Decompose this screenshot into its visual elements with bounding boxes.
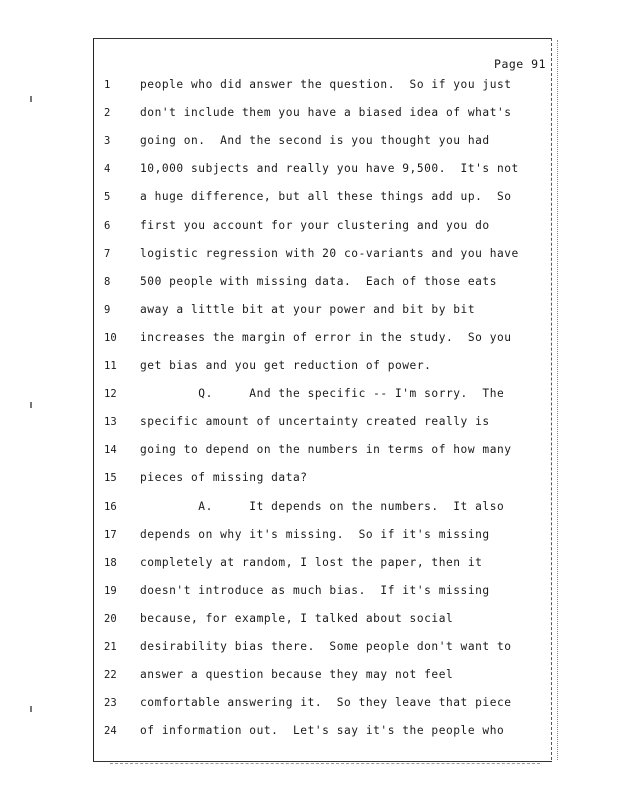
line-number: 22: [104, 669, 117, 682]
line-text: comfortable answering it. So they leave that piece: [140, 696, 512, 710]
line-number: 18: [104, 556, 117, 569]
line-number: 12: [104, 388, 117, 401]
line-text: because, for example, I talked about social: [140, 611, 454, 625]
line-number: 20: [104, 612, 117, 625]
line-number: 21: [104, 641, 117, 653]
line-number: 7: [104, 247, 111, 260]
line-text: don't include them you have a biased idea of what's: [140, 106, 512, 120]
transcript-line: [95, 102, 545, 124]
page-number: Page 91: [494, 57, 546, 71]
line-number: 19: [104, 584, 117, 597]
line-text: first you account for your clustering and you do: [140, 218, 490, 232]
line-number: 9: [104, 303, 111, 316]
transcript-line: [95, 299, 545, 321]
transcript-line: [95, 411, 545, 433]
line-number: 11: [104, 360, 117, 372]
transcript-line: [95, 243, 545, 265]
transcript-line: [95, 215, 545, 237]
transcript-line: [95, 720, 545, 742]
line-number: 2: [104, 107, 111, 120]
page-right-border-shadow: [557, 40, 558, 760]
transcript-line: [95, 552, 545, 574]
line-text: answer a question because they may not feel: [140, 668, 454, 682]
transcript-line: [95, 580, 545, 602]
transcript-line: [95, 608, 545, 630]
transcript-line: [95, 496, 545, 518]
page-right-border: [551, 38, 552, 760]
line-text: away a little bit at your power and bit by bit: [140, 302, 476, 316]
line-number: 14: [104, 444, 117, 457]
line-text: depends on why it's missing. So if it's missing: [140, 527, 490, 541]
line-number: 16: [104, 500, 117, 513]
line-number: 13: [104, 416, 117, 429]
line-text: completely at random, I lost the paper, then it: [140, 555, 483, 569]
line-number: 17: [104, 528, 117, 541]
line-number: 23: [104, 697, 117, 710]
line-text: increases the margin of error in the study. So you: [140, 330, 512, 344]
line-text: get bias and you get reduction of power.: [140, 359, 432, 372]
line-text: pieces of missing data?: [140, 471, 308, 485]
line-number: 10: [104, 331, 117, 344]
line-text: a huge difference, but all these things add up. So: [140, 190, 512, 204]
line-number: 4: [104, 163, 111, 176]
transcript-line: [95, 158, 545, 180]
left-margin-mark: [30, 96, 32, 102]
transcript-line: [95, 636, 545, 658]
line-text: desirability bias there. Some people don't want to: [140, 640, 512, 653]
line-text: 10,000 subjects and really you have 9,500. It's not: [140, 162, 519, 176]
transcript-line: [95, 383, 545, 405]
line-number: 3: [104, 135, 111, 148]
line-number: 24: [104, 725, 117, 738]
transcript-line: [95, 130, 545, 152]
line-number: 1: [104, 79, 111, 91]
line-text: specific amount of uncertainty created really is: [140, 415, 490, 429]
line-text: of information out. Let's say it's the people who: [140, 724, 505, 738]
line-text: Q. And the specific -- I'm sorry. The: [140, 387, 505, 401]
transcript-line: [95, 692, 545, 714]
line-text: logistic regression with 20 co-variants and you have: [140, 246, 519, 260]
transcript-line: [95, 664, 545, 686]
left-margin-mark: [30, 402, 32, 408]
transcript-line: [95, 74, 545, 96]
transcript-line: [95, 467, 545, 489]
line-text: people who did answer the question. So if you just: [140, 78, 512, 91]
line-text: going to depend on the numbers in terms of how many: [140, 443, 512, 457]
line-number: 8: [104, 275, 111, 288]
transcript-line: [95, 524, 545, 546]
transcript-line: [95, 355, 545, 377]
transcript-line: [95, 186, 545, 208]
transcript-line: [95, 271, 545, 293]
bottom-scan-noise: [110, 761, 540, 764]
line-number: 5: [104, 191, 111, 204]
line-number: 15: [104, 472, 117, 485]
left-margin-mark: [30, 706, 32, 712]
line-text: A. It depends on the numbers. It also: [140, 499, 505, 513]
line-number: 6: [104, 219, 111, 232]
line-text: going on. And the second is you thought you had: [140, 134, 490, 148]
line-text: doesn't introduce as much bias. If it's missing: [140, 583, 490, 597]
transcript-line: [95, 439, 545, 461]
line-text: 500 people with missing data. Each of those eats: [140, 274, 497, 288]
transcript-line: [95, 327, 545, 349]
